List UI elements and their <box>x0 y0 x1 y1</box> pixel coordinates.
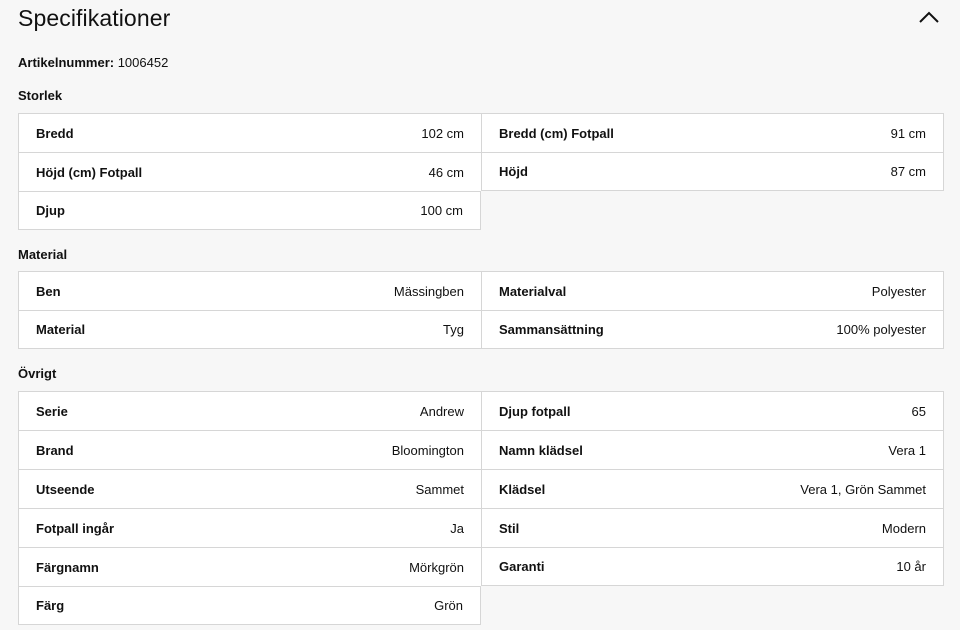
spec-label: Fotpall ingår <box>36 520 114 536</box>
spec-label: Bredd (cm) Fotpall <box>499 125 614 141</box>
spec-value: Grön <box>434 598 463 613</box>
spec-row <box>481 310 944 349</box>
spec-row <box>481 508 944 547</box>
article-number-value: 1006452 <box>117 55 169 70</box>
spec-value: Modern <box>881 520 926 536</box>
spec-table-storlek <box>18 113 944 230</box>
spec-row <box>18 113 481 152</box>
spec-row <box>18 430 481 469</box>
spec-row <box>481 469 944 508</box>
spec-label: Material <box>36 322 86 337</box>
spec-table-ovrigt <box>18 391 944 625</box>
spec-value: Vera 1 <box>888 442 926 458</box>
spec-value: Andrew <box>419 403 464 419</box>
spec-label: Klädsel <box>499 481 546 497</box>
spec-label: Bredd <box>36 125 74 141</box>
spec-row <box>18 508 481 547</box>
spec-value: Polyester <box>871 283 926 299</box>
section-title-ovrigt: Övrigt <box>18 366 57 381</box>
spec-label: Stil <box>499 520 520 536</box>
chevron-up-icon[interactable] <box>918 7 940 27</box>
spec-value: 91 cm <box>890 125 926 141</box>
spec-label: Sammansättning <box>499 322 604 337</box>
spec-value: 87 cm <box>890 164 926 179</box>
spec-label: Serie <box>36 403 68 419</box>
section-title-storlek: Storlek <box>18 88 63 103</box>
spec-value: Bloomington <box>391 442 464 458</box>
spec-label: Utseende <box>36 481 95 497</box>
spec-row <box>481 152 944 191</box>
spec-value: Ja <box>450 520 464 536</box>
spec-row <box>18 391 481 430</box>
spec-value: 46 cm <box>428 164 464 180</box>
spec-value: Sammet <box>415 481 464 497</box>
article-number-label: Artikelnummer: <box>18 55 115 70</box>
spec-label: Djup <box>36 203 65 218</box>
spec-value: Tyg <box>443 322 464 337</box>
spec-label: Höjd (cm) Fotpall <box>36 164 143 180</box>
spec-row <box>18 271 481 310</box>
spec-label: Färgnamn <box>36 559 99 575</box>
spec-label: Färg <box>36 598 65 613</box>
spec-label: Brand <box>36 442 74 458</box>
spec-row <box>18 547 481 586</box>
spec-value: Mässingben <box>393 283 464 299</box>
spec-row <box>18 152 481 191</box>
spec-row <box>18 586 481 625</box>
spec-value: 10 år <box>896 559 926 574</box>
page-title: Specifikationer <box>18 5 171 31</box>
spec-value: Mörkgrön <box>409 559 464 575</box>
spec-empty-cell <box>481 191 944 230</box>
spec-row <box>481 547 944 586</box>
spec-label: Djup fotpall <box>499 403 571 419</box>
spec-row <box>18 191 481 230</box>
section-title-material: Material <box>18 247 68 262</box>
spec-row <box>481 113 944 152</box>
spec-row <box>481 271 944 310</box>
spec-label: Namn klädsel <box>499 442 583 458</box>
spec-row <box>18 310 481 349</box>
specs-header[interactable] <box>18 4 942 34</box>
spec-row <box>481 430 944 469</box>
spec-value: 100 cm <box>420 203 463 218</box>
spec-row <box>481 391 944 430</box>
spec-label: Höjd <box>499 164 528 179</box>
spec-row <box>18 469 481 508</box>
spec-value: Vera 1, Grön Sammet <box>800 481 926 497</box>
spec-value: 65 <box>911 403 926 419</box>
spec-label: Garanti <box>499 559 545 574</box>
spec-label: Ben <box>36 283 61 299</box>
article-number <box>18 55 168 70</box>
spec-label: Materialval <box>499 283 567 299</box>
spec-empty-cell <box>481 586 944 625</box>
spec-table-material <box>18 271 944 349</box>
spec-value: 102 cm <box>421 125 464 141</box>
spec-value: 100% polyester <box>836 322 926 337</box>
